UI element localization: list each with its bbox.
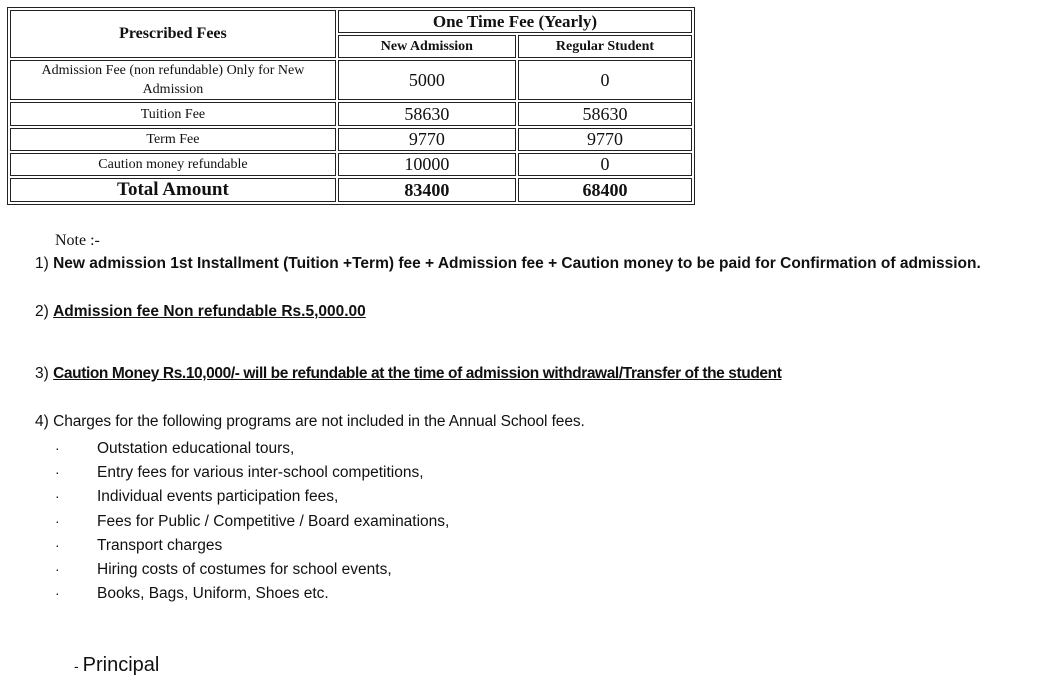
row-label: Tuition Fee (10, 102, 336, 126)
signature-name: Principal (82, 654, 160, 676)
note-item-1 (35, 255, 981, 273)
regular-student-value: 0 (518, 153, 692, 176)
list-item-text: Transport charges (97, 536, 223, 554)
list-item (55, 557, 449, 581)
fee-table (7, 7, 695, 205)
note-number: 3) (35, 365, 49, 382)
row-label: Term Fee (10, 128, 336, 151)
note-item-4 (35, 413, 585, 431)
regular-student-value: 9770 (518, 128, 692, 151)
bullet-icon: · (55, 560, 60, 577)
signature (74, 654, 159, 677)
regular-student-value: 0 (518, 60, 692, 100)
list-item (55, 509, 449, 533)
note-text: Charges for the following programs are not included in the Annual School fees. (53, 413, 585, 430)
new-admission-value: 5000 (338, 60, 516, 100)
note-title: Note :- (55, 232, 100, 249)
table-row (10, 60, 692, 100)
row-label: Caution money refundable (10, 153, 336, 176)
note-item-2 (35, 303, 366, 321)
list-item (55, 581, 449, 605)
list-item-text: Fees for Public / Competitive / Board examinations, (97, 512, 450, 530)
list-item (55, 533, 449, 557)
list-item-text: Outstation educational tours, (97, 440, 295, 457)
list-item-text: Individual events participation fees, (97, 488, 339, 506)
list-item (55, 484, 449, 508)
header-one-time-fee: One Time Fee (Yearly) (338, 10, 692, 33)
total-regular-student: 68400 (518, 178, 692, 202)
header-regular-student: Regular Student (518, 35, 692, 58)
list-item (55, 460, 449, 484)
list-item (55, 436, 449, 460)
total-row (10, 178, 692, 202)
regular-student-value: 58630 (518, 102, 692, 126)
excluded-charges-list (55, 436, 449, 605)
header-prescribed-fees: Prescribed Fees (10, 10, 336, 58)
table-row (10, 102, 692, 126)
new-admission-value: 10000 (338, 153, 516, 176)
total-new-admission: 83400 (338, 178, 516, 202)
table-row (10, 153, 692, 176)
new-admission-value: 9770 (338, 128, 516, 151)
bullet-icon: · (55, 440, 60, 456)
list-item-text: Books, Bags, Uniform, Shoes etc. (97, 585, 329, 603)
note-number: 2) (35, 303, 49, 320)
row-label: Admission Fee (non refundable) Only for New Admission (10, 60, 336, 100)
bullet-icon: · (55, 464, 60, 481)
list-item-text: Hiring costs of costumes for school events, (97, 560, 392, 578)
bullet-icon: · (55, 512, 60, 529)
table-row (10, 128, 692, 151)
bullet-icon: · (55, 488, 60, 505)
note-text: Caution Money Rs.10,000/- will be refundable at the time of admission withdrawal/Transfer of the student (53, 365, 782, 382)
note-item-3 (35, 365, 781, 383)
new-admission-value: 58630 (338, 102, 516, 126)
list-item-text: Entry fees for various inter-school competitions, (97, 464, 424, 482)
total-label: Total Amount (10, 178, 336, 202)
note-number: 1) (35, 255, 49, 272)
note-text: Admission fee Non refundable Rs.5,000.00 (53, 303, 366, 320)
bullet-icon: · (55, 585, 60, 602)
note-number: 4) (35, 413, 49, 430)
header-new-admission: New Admission (338, 35, 516, 58)
bullet-icon: · (55, 536, 60, 553)
signature-dash: - (74, 658, 79, 674)
note-text: New admission 1st Installment (Tuition +Term) fee + Admission fee + Caution money to be paid for Confirmation of admission. (53, 255, 981, 272)
